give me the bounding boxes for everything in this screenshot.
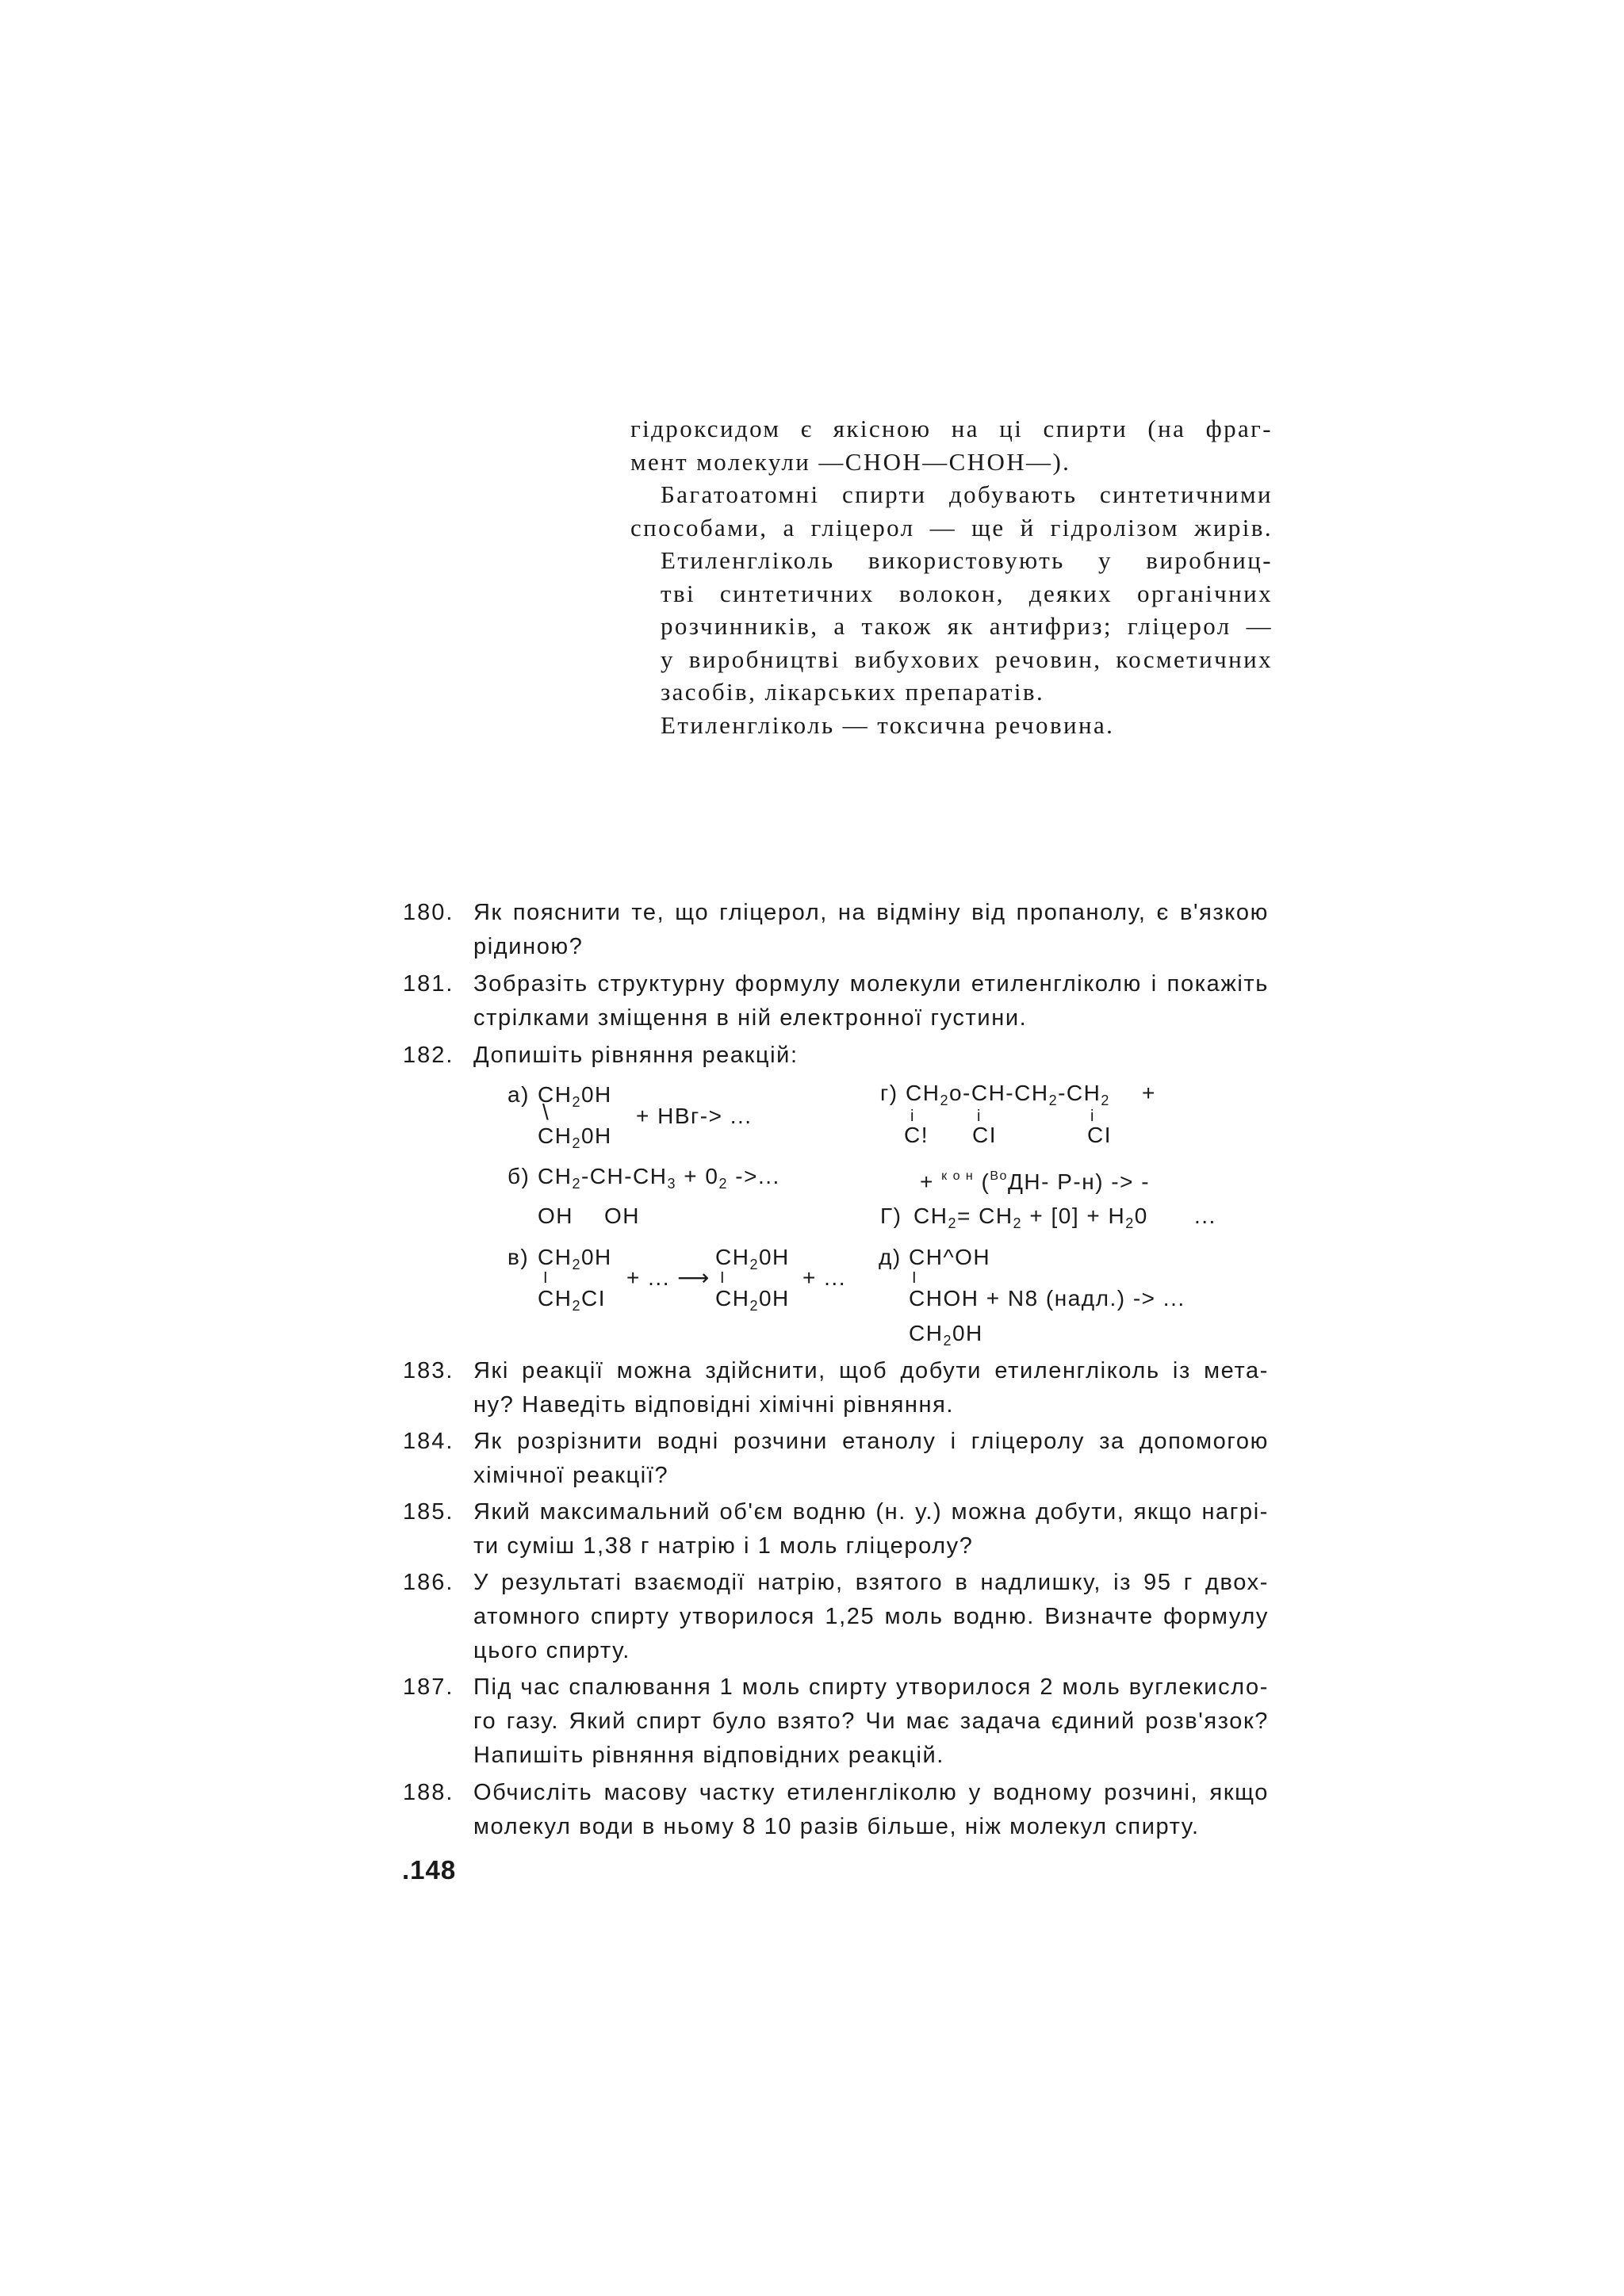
exercise-number: 184. — [403, 1429, 454, 1454]
intro-text — [630, 412, 1273, 741]
reaction-g1-cl-2: CI — [972, 1123, 997, 1147]
reaction-a-top: $CH_20H$ — [538, 1082, 612, 1110]
exercise-number: 185. — [403, 1499, 454, 1525]
reaction-a-label: а) — [508, 1082, 530, 1107]
reaction-b-formula: $CH_2-CH-CH_3 + 0_2$ ->... — [538, 1164, 780, 1192]
intro-paragraph-3: Етиленгліколь використовують у виробниц- тві синтетичних волокон, деяких органічних розчинників, а також як антифриз; гліцерол — у виробництві вибухових речовин, косметичних засобів, лікарських препаратів. — [661, 546, 1273, 706]
exercise-text: Обчисліть масову частку етиленгліколю у водному розчині, якщо молекул води в ньому 8 10 разів більше, ніж молекул спирту. — [473, 1780, 1269, 1839]
intro-paragraph-1: гідроксидом є якісною на ці спирти (на фраг- мент молекули —СНОН—СНОН—). — [630, 415, 1273, 476]
reaction-d-bar: I — [912, 1269, 918, 1287]
reaction-g1-cl-3: CI — [1087, 1123, 1112, 1147]
reaction-g1-plus: + — [1142, 1081, 1156, 1105]
exercise-text: Під час спалювання 1 моль спирту утворилося 2 моль вуглекисло- го газу. Який спирт було взято? Чи має задача єдиний розв'язок? Напишіть рівняння відповідних реакцій. — [473, 1674, 1269, 1768]
reaction-koh: + $^{к о н}$ ($^{Во}$ДН- Р-н) -> - — [920, 1169, 1151, 1194]
reaction-a-bond: \ — [542, 1100, 550, 1124]
exercise-number: 180. — [403, 900, 454, 925]
reaction-v-bar: I — [543, 1269, 550, 1287]
exercise-text: Зобразіть структурну формулу молекули етиленгліколю і покажіть стрілками зміщення в ній електронної густини. — [473, 971, 1269, 1031]
reaction-a-reagent: + HBг-> ... — [636, 1104, 753, 1128]
reaction-g1-label: г) — [880, 1081, 898, 1105]
exercise-number: 186. — [403, 1570, 454, 1595]
reaction-g1-bond-1: i — [910, 1108, 915, 1125]
intro-paragraph-4: Етиленгліколь — токсична речовина. — [661, 710, 1115, 739]
reaction-g1-bond-3: i — [1090, 1108, 1095, 1125]
reaction-b-label: б) — [508, 1164, 530, 1188]
exercise-text: Які реакції можна здійснити, щоб добути етиленгліколь із мета- ну? Наведіть відповідні хімічні рівняння. — [473, 1358, 1269, 1418]
reaction-g1-chain: $CH_2o-CH-CH_2-CH_2$ — [906, 1081, 1110, 1108]
reaction-b-oh-1: OH — [538, 1203, 573, 1228]
reaction-v-plus-1: + ... ⟶ — [626, 1265, 710, 1290]
exercise-text: Як розрізнити водні розчини етанолу і гліцеролу за допомогою хімічної реакції? — [473, 1429, 1269, 1488]
reaction-g2-formula: $CH_2= CH_2 + [0] + H_20$ — [914, 1203, 1148, 1231]
reaction-g2-label: Г) — [880, 1203, 902, 1228]
exercise-number: 187. — [403, 1674, 454, 1700]
reaction-v-bottom: $CH_2CI$ — [538, 1286, 606, 1314]
exercise-text: У результаті взаємодії натрію, взятого в надлишку, із 95 г двох- атомного спирту утворилося 1,25 моль водню. Визначте формулу цього спирту. — [473, 1570, 1269, 1663]
page-number: .148 — [402, 1855, 457, 1885]
exercise-number: 188. — [403, 1780, 454, 1805]
reaction-v-label: в) — [508, 1245, 530, 1269]
reaction-d-top: CH^OH — [909, 1245, 991, 1269]
intro-paragraph-2: Багатоатомні спирти добувають синтетичними способами, а гліцерол — ще й гідролізом жирів. — [630, 480, 1273, 541]
exercise-number: 182. — [403, 1043, 454, 1068]
reaction-g2-dots: ... — [1194, 1203, 1216, 1228]
reaction-v-plus-2: + ... — [802, 1265, 846, 1290]
reaction-v-mid-bar: I — [720, 1269, 726, 1287]
exercise-text: Який максимальний об'єм водню (н. у.) можна добути, якщо нагрі- ти суміш 1,38 г натрію і 1 моль гліцеролу? — [473, 1499, 1269, 1559]
reaction-d-label: д) — [879, 1245, 902, 1269]
reaction-d-mid: CHOH + N8 (надл.) -> ... — [909, 1286, 1185, 1311]
reaction-g1-bond-2: i — [977, 1108, 982, 1125]
exercise-number: 181. — [403, 971, 454, 997]
exercise-text: Допишіть рівняння реакцій: — [473, 1043, 799, 1068]
exercise-text: Як пояснити те, що гліцерол, на відміну від пропанолу, є в'язкою рідиною? — [473, 900, 1269, 959]
reaction-v-top: $CH_20H$ — [538, 1245, 612, 1272]
reaction-a-bottom: $CH_20H$ — [538, 1123, 612, 1151]
reaction-b-oh-2: OH — [604, 1203, 640, 1228]
exercise-number: 183. — [403, 1358, 454, 1383]
reaction-v-mid-bottom: $CH_20H$ — [715, 1286, 790, 1314]
reaction-d-bottom: $CH_20H$ — [909, 1321, 983, 1349]
reaction-v-mid-top: $CH_20H$ — [715, 1245, 790, 1272]
reaction-g1-cl-1: C! — [904, 1123, 929, 1147]
